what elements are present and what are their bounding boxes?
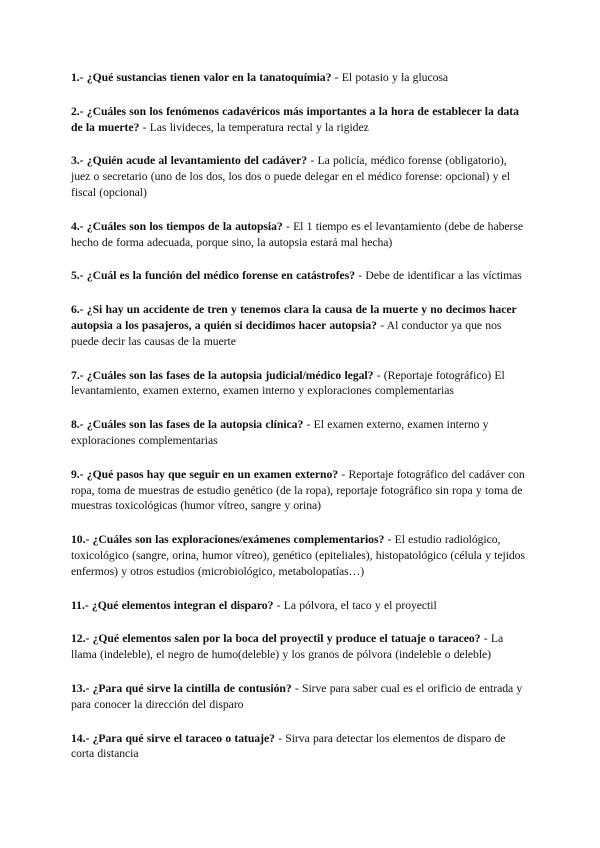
question-3: 3.- ¿Quién acude al levantamiento del cadáver? [71, 154, 308, 168]
qa-item-3 [71, 153, 527, 200]
answer-8: - El examen externo, examen interno y exploraciones complementarias [71, 418, 489, 447]
question-2: 2.- ¿Cuáles son los fenómenos cadavéricos más importantes a la hora de establecer la data de la muerte? [71, 104, 519, 134]
question-7: 7.- ¿Cuáles son las fases de la autopsia judicial/médico legal? [71, 368, 374, 382]
qa-item-10 [71, 532, 527, 579]
question-13: 13.- ¿Para qué sirve la cintilla de contusión? [71, 681, 292, 695]
answer-4: - El 1 tiempo es el levantamiento (debe de haberse hecho de forma adecuada, porque sino, la autopsia estará mal hecha) [71, 219, 524, 249]
answer-2: - Las livideces, la temperatura rectal y la rigidez [139, 120, 369, 134]
question-4: 4.- ¿Cuáles son los tiempos de la autopsia? [71, 219, 283, 233]
qa-item-1 [71, 70, 527, 86]
question-14: 14.- ¿Para qué sirve el taraceo o tatuaje? [71, 731, 275, 745]
answer-5: - Debe de identificar a las víctimas [355, 269, 522, 283]
answer-1: - El potasio y la glucosa [331, 71, 449, 84]
question-8: 8.- ¿Cuáles son las fases de la autopsia clínica? [71, 418, 304, 432]
answer-10: - El estudio radiológico, toxicológico (sangre, orina, humor vítreo), genético (epiteliales), histopatológico (célula y tejidos enfermos) y otros estudios (microbiológico, metabolopatías…) [71, 533, 525, 578]
question-5: 5.- ¿Cuál es la función del médico forense en catástrofes? [71, 269, 355, 283]
answer-3: - La policía, médico forense (obligatorio), juez o secretario (uno de los dos, los dos o puede delegar en el médico forense: opcional) y el fiscal (opcional) [71, 154, 510, 199]
qa-item-13 [71, 681, 527, 713]
qa-item-6 [71, 302, 527, 349]
answer-7: - (Reportaje fotográfico) El levantamiento, examen externo, examen interno y exploraciones complementarias [71, 368, 505, 398]
qa-item-14 [71, 731, 527, 763]
question-6: 6.- ¿Si hay un accidente de tren y tenemos clara la causa de la muerte y no decimos hacer autopsia a los pasajeros, a quién si decidimos hacer autopsia? [71, 303, 517, 332]
qa-item-12 [71, 631, 527, 663]
question-11: 11.- ¿Qué elementos integran el disparo? [71, 598, 274, 612]
qa-item-7 [71, 368, 527, 400]
question-10: 10.- ¿Cuáles son las exploraciones/exámenes complementarios? [71, 533, 385, 547]
qa-item-5 [71, 268, 527, 284]
qa-item-9 [71, 467, 527, 514]
qa-list [71, 70, 527, 780]
question-1: 1.- ¿Qué sustancias tienen valor en la tanatoquímia? [71, 71, 332, 84]
answer-11: - La pólvora, el taco y el proyectil [273, 598, 437, 612]
qa-item-8 [71, 417, 527, 449]
question-12: 12.- ¿Qué elementos salen por la boca del proyectil y produce el tatuaje o taraceo? [71, 632, 481, 646]
qa-item-4 [71, 219, 527, 251]
answer-14: - Sirva para detectar los elementos de disparo de corta distancia [71, 731, 506, 761]
answer-12: - La llama (indeleble), el negro de humo(deleble) y los granos de pólvora (indeleble o deleble) [71, 632, 504, 662]
answer-9: - Reportaje fotográfico del cadáver con ropa, toma de muestras de estudio genético (de la ropa), reportaje fotográfico sin ropa y toma de muestras toxicológicas (humor vítreo, sangre y orina) [71, 467, 525, 513]
qa-item-2 [71, 104, 527, 136]
answer-6: - Al conductor ya que nos puede decir las causas de la muerte [71, 318, 502, 348]
qa-item-11 [71, 598, 527, 614]
answer-13: - Sirve para saber cual es el orificio de entrada y para conocer la dirección del disparo [71, 681, 523, 711]
question-9: 9.- ¿Qué pasos hay que seguir en un examen externo? [71, 467, 339, 481]
